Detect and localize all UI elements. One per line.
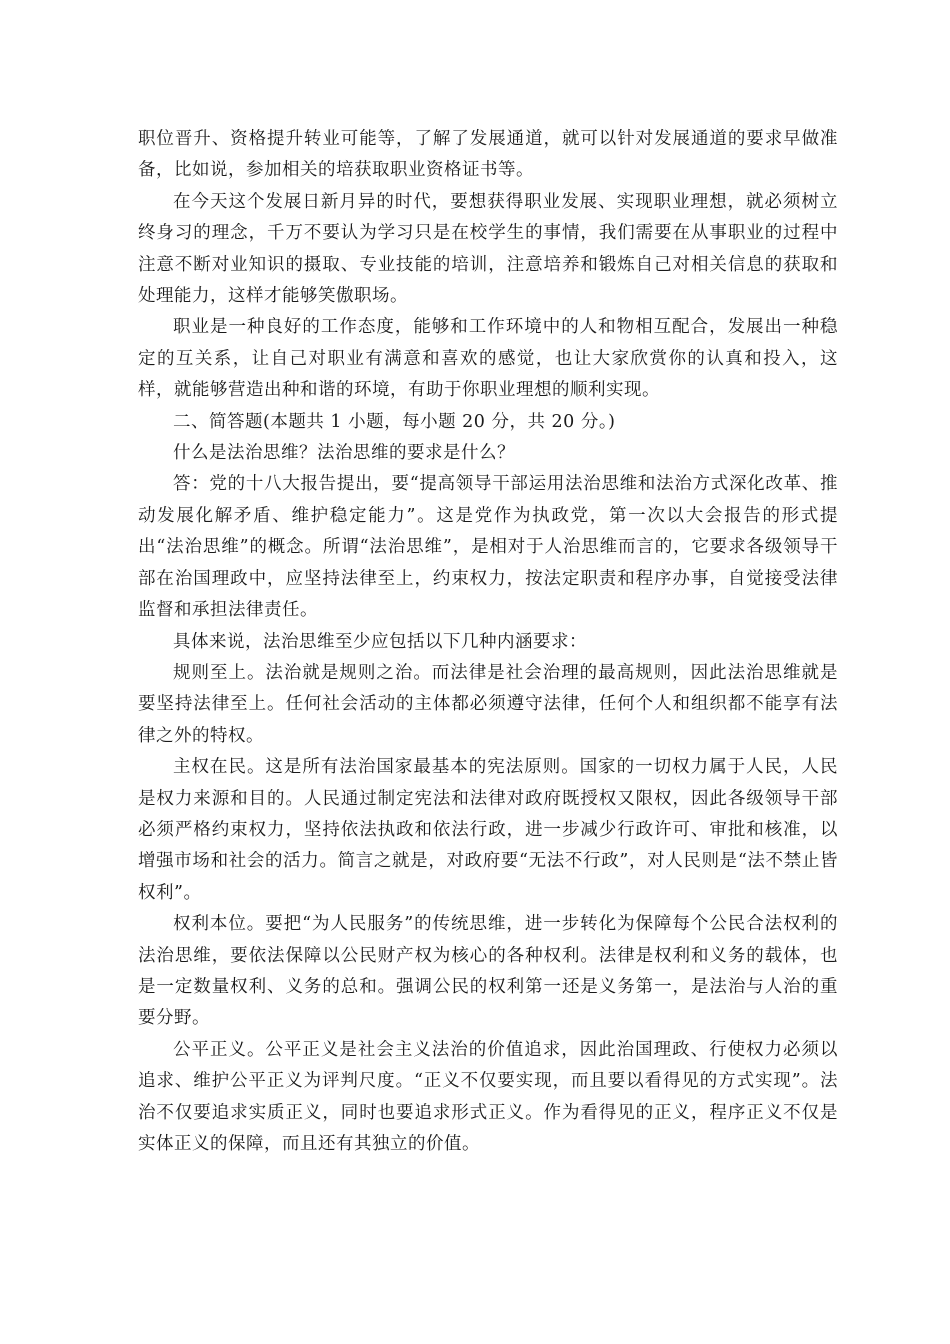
paragraph-fairness-justice: 公平正义。公平正义是社会主义法治的价值追求，因此治国理政、行使权力必须以追求、维护公平正义为评判尺度。“正义不仅要实现，而且要以看得见的方式实现”。法治不仅要追求实质正义，同时也要追求形式正义。作为看得见的正义，程序正义不仅是实体正义的保障，而且还有其独立的价值。 xyxy=(138,1039,838,1154)
paragraph-career-channel: 职位晋升、资格提升转业可能等，了解了发展通道，就可以针对发展通道的要求早做准备，比如说，参加相关的培获取职业资格证书等。 xyxy=(138,129,838,181)
document-body xyxy=(138,124,838,1160)
paragraph-rules-supreme: 规则至上。法治就是规则之治。而法律是社会治理的最高规则，因此法治思维就是要坚持法律至上。任何社会活动的主体都必须遵守法律，任何个人和组织都不能享有法律之外的特权。 xyxy=(138,662,838,746)
paragraph-work-attitude: 职业是一种良好的工作态度，能够和工作环境中的人和物相互配合，发展出一种稳定的互关系，让自己对职业有满意和喜欢的感觉，也让大家欣赏你的认真和投入，这样，就能够营造出种和谐的环境，有助于你职业理想的顺利实现。 xyxy=(138,317,838,401)
question-text: 什么是法治思维？法治思维的要求是什么？ xyxy=(173,443,515,464)
answer-intro: 答：党的十八大报告提出，要“提高领导干部运用法治思维和法治方式深化改革、推动发展化解矛盾、维护稳定能力”。这是党作为执政党，第一次以大会报告的形式提出“法治思维”的概念。所谓“法治思维”，是相对于人治思维而言的，它要求各级领导干部在治国理政中，应坚持法律至上，约束权力，按法定职责和程序办事，自觉接受法律监督和承担法律责任。 xyxy=(138,474,838,621)
paragraph-lifelong-learning: 在今天这个发展日新月异的时代，要想获得职业发展、实现职业理想，就必须树立终身习的理念，千万不要认为学习只是在校学生的事情，我们需要在从事职业的过程中注意不断对业知识的摄取、专业技能的培训，注意培养和锻炼自己对相关信息的获取和处理能力，这样才能够笑傲职场。 xyxy=(138,191,838,307)
section-heading-short-answer: 二、简答题(本题共 1 小题，每小题 20 分，共 20 分。) xyxy=(173,411,616,432)
paragraph-sovereignty-people: 主权在民。这是所有法治国家最基本的宪法原则。国家的一切权力属于人民，人民是权力来源和目的。人民通过制定宪法和法律对政府既授权又限权，因此各级领导干部必须严格约束权力，坚持依法执政和依法行政，进一步减少行政许可、审批和核准，以增强市场和社会的活力。简言之就是，对政府要“无法不行政”，对人民则是“法不禁止皆权利”。 xyxy=(138,757,838,903)
paragraph-requirements-lead: 具体来说，法治思维至少应包括以下几种内涵要求： xyxy=(173,631,587,652)
paragraph-rights-based: 权利本位。要把“为人民服务”的传统思维，进一步转化为保障每个公民合法权利的法治思维，要依法保障以公民财产权为核心的各种权利。法律是权利和义务的载体，也是一定数量权利、义务的总和。强调公民的权利第一还是义务第一，是法治与人治的重要分野。 xyxy=(138,914,838,1029)
